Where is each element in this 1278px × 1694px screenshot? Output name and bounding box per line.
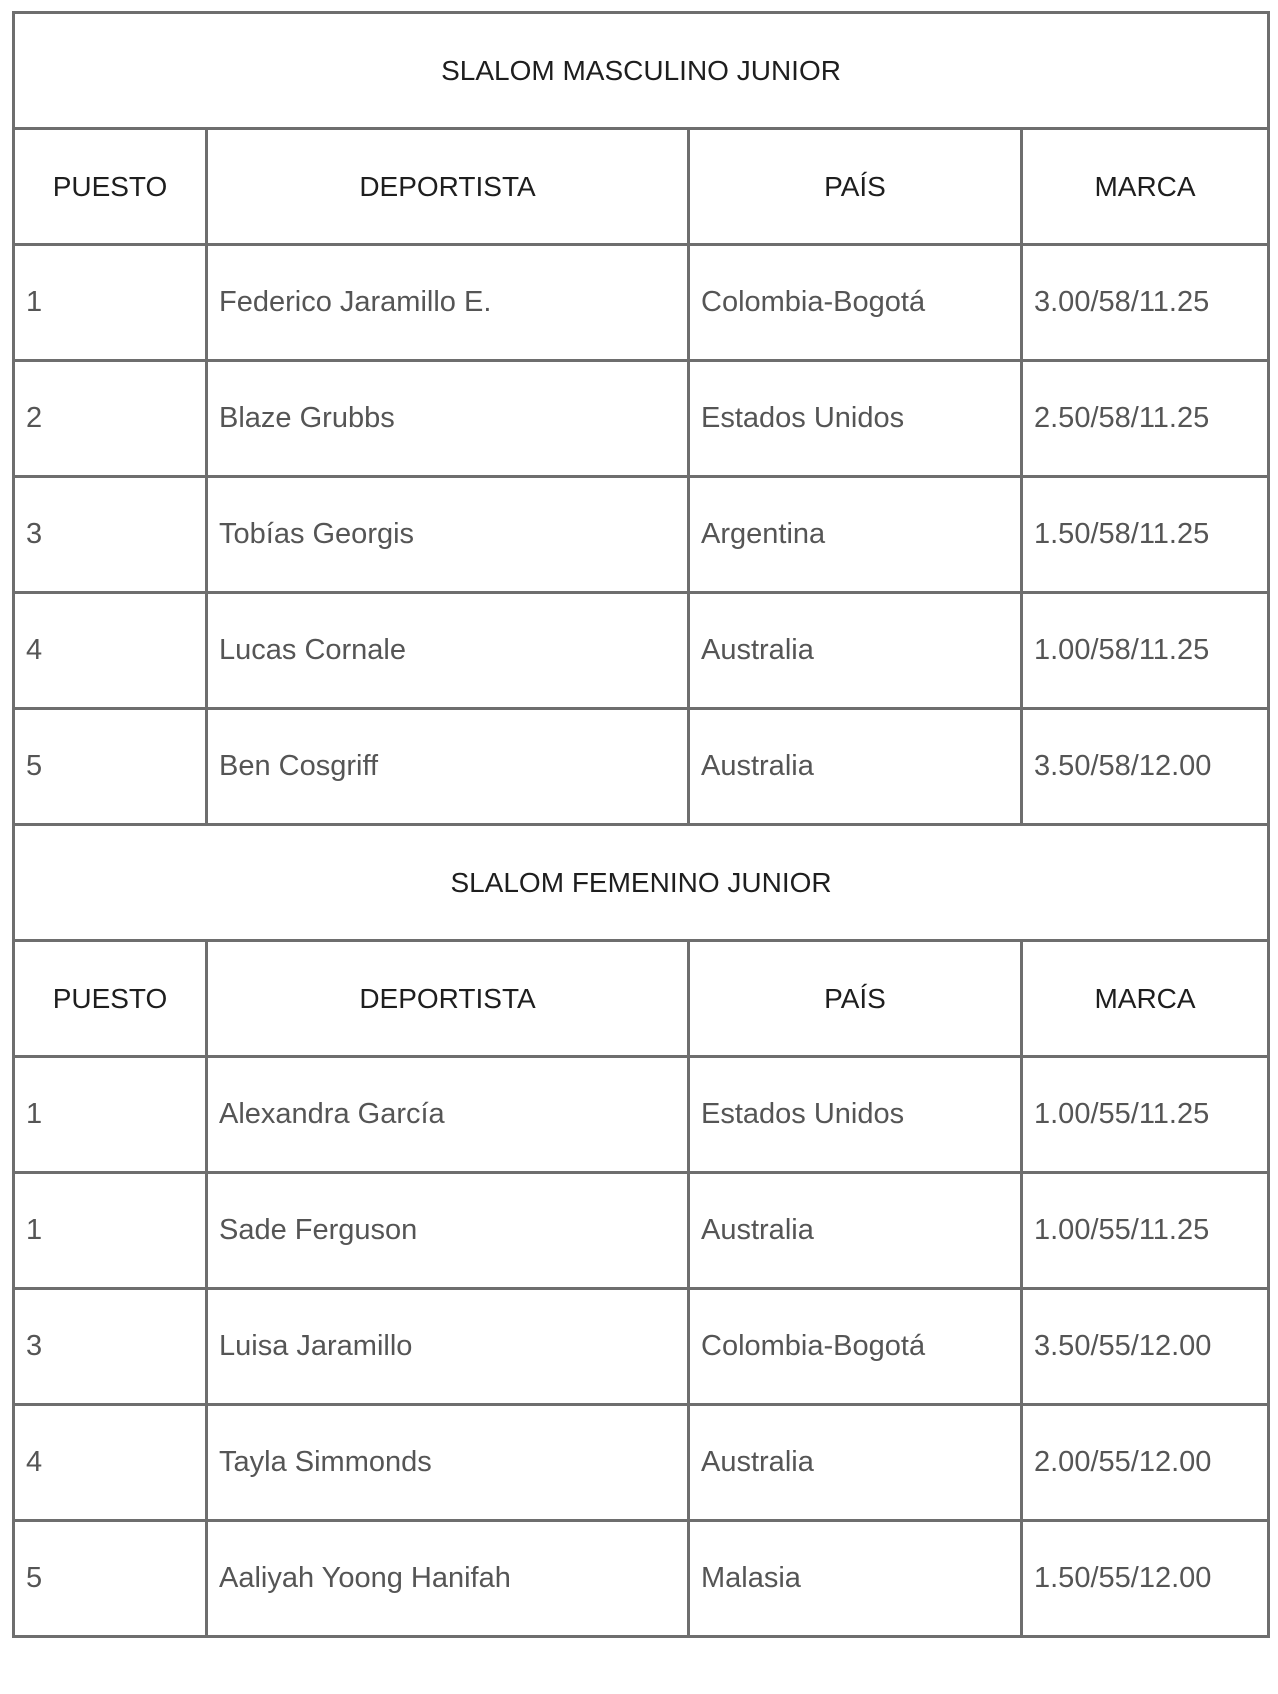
table-row <box>14 593 1269 709</box>
column-header-puesto: PUESTO <box>14 941 207 1057</box>
cell-marca: 3.00/58/11.25 <box>1022 245 1269 361</box>
cell-pais: Estados Unidos <box>689 361 1022 477</box>
results-table-body <box>14 13 1269 1637</box>
cell-deportista: Aaliyah Yoong Hanifah <box>207 1521 689 1637</box>
cell-deportista: Ben Cosgriff <box>207 709 689 825</box>
column-header-deportista: DEPORTISTA <box>207 129 689 245</box>
table-row <box>14 361 1269 477</box>
table-row <box>14 1173 1269 1289</box>
column-header-row <box>14 941 1269 1057</box>
cell-puesto: 1 <box>14 1057 207 1173</box>
column-header-puesto: PUESTO <box>14 129 207 245</box>
cell-puesto: 3 <box>14 1289 207 1405</box>
column-header-pais: PAÍS <box>689 129 1022 245</box>
cell-pais: Colombia-Bogotá <box>689 1289 1022 1405</box>
cell-marca: 1.50/55/12.00 <box>1022 1521 1269 1637</box>
section-title-row <box>14 13 1269 129</box>
cell-deportista: Lucas Cornale <box>207 593 689 709</box>
table-row <box>14 709 1269 825</box>
column-header-deportista: DEPORTISTA <box>207 941 689 1057</box>
cell-marca: 1.00/55/11.25 <box>1022 1173 1269 1289</box>
table-row <box>14 477 1269 593</box>
column-header-marca: MARCA <box>1022 941 1269 1057</box>
cell-puesto: 4 <box>14 1405 207 1521</box>
table-row <box>14 1057 1269 1173</box>
cell-puesto: 5 <box>14 709 207 825</box>
cell-puesto: 1 <box>14 1173 207 1289</box>
results-table <box>12 11 1270 1638</box>
cell-deportista: Blaze Grubbs <box>207 361 689 477</box>
cell-marca: 3.50/55/12.00 <box>1022 1289 1269 1405</box>
table-row <box>14 245 1269 361</box>
cell-pais: Colombia-Bogotá <box>689 245 1022 361</box>
cell-marca: 2.50/58/11.25 <box>1022 361 1269 477</box>
cell-marca: 1.50/58/11.25 <box>1022 477 1269 593</box>
cell-puesto: 3 <box>14 477 207 593</box>
cell-puesto: 1 <box>14 245 207 361</box>
table-row <box>14 1289 1269 1405</box>
cell-puesto: 5 <box>14 1521 207 1637</box>
section-title-row <box>14 825 1269 941</box>
cell-pais: Australia <box>689 1405 1022 1521</box>
cell-deportista: Federico Jaramillo E. <box>207 245 689 361</box>
cell-marca: 1.00/58/11.25 <box>1022 593 1269 709</box>
section-title: SLALOM FEMENINO JUNIOR <box>14 825 1269 941</box>
cell-deportista: Tobías Georgis <box>207 477 689 593</box>
cell-pais: Malasia <box>689 1521 1022 1637</box>
cell-pais: Argentina <box>689 477 1022 593</box>
cell-marca: 3.50/58/12.00 <box>1022 709 1269 825</box>
cell-deportista: Alexandra García <box>207 1057 689 1173</box>
cell-deportista: Luisa Jaramillo <box>207 1289 689 1405</box>
cell-puesto: 4 <box>14 593 207 709</box>
cell-pais: Australia <box>689 1173 1022 1289</box>
column-header-pais: PAÍS <box>689 941 1022 1057</box>
cell-puesto: 2 <box>14 361 207 477</box>
cell-deportista: Tayla Simmonds <box>207 1405 689 1521</box>
cell-marca: 2.00/55/12.00 <box>1022 1405 1269 1521</box>
section-title: SLALOM MASCULINO JUNIOR <box>14 13 1269 129</box>
cell-pais: Estados Unidos <box>689 1057 1022 1173</box>
table-row <box>14 1521 1269 1637</box>
cell-pais: Australia <box>689 709 1022 825</box>
column-header-row <box>14 129 1269 245</box>
cell-deportista: Sade Ferguson <box>207 1173 689 1289</box>
table-row <box>14 1405 1269 1521</box>
cell-pais: Australia <box>689 593 1022 709</box>
cell-marca: 1.00/55/11.25 <box>1022 1057 1269 1173</box>
column-header-marca: MARCA <box>1022 129 1269 245</box>
